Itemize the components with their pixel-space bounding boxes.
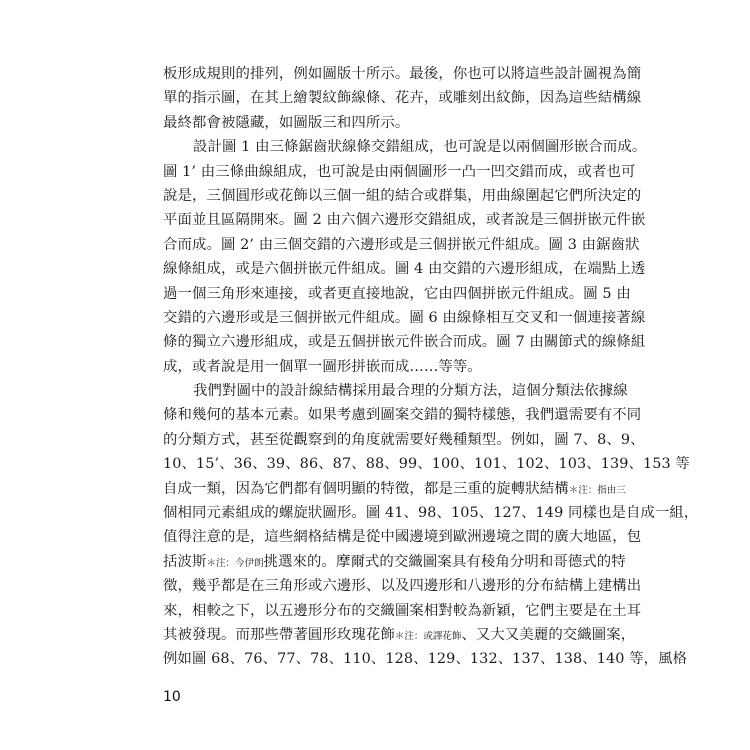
text-line: 成，或者說是用一個單一圖形拼嵌而成……等等。 [163, 358, 482, 375]
text-segment: 自成一類，因為它們都有個明顯的特徵，都是三重的旋轉狀結構 [163, 480, 569, 497]
text-line: 10、15’、36、39、86、87、88、99、100、101、102、103、139、153 等 [163, 456, 690, 473]
text-line [163, 477, 626, 501]
text-segment: 、又大又美麗的交織圖案， [461, 626, 636, 643]
text-line: 平面並且區隔開來。圖 2 由六個六邊形交錯組成，或者說是三個拼嵌元件嵌 [163, 212, 646, 229]
text-line: 條的獨立六邊形組成，或是五個拼嵌元件嵌合而成。圖 7 由關節式的線條組 [163, 334, 646, 351]
text-line: 來，相較之下，以五邊形分布的交織圖案相對較為新穎，它們主要是在土耳 [163, 602, 642, 619]
text-line: 的分類方式，甚至從觀察到的角度就需要好幾種類型。例如，圖 7、8、9、 [163, 431, 645, 448]
text-line: 圖 1’ 由三條曲線組成，也可說是由兩個圖形一凸一凹交錯而成，或者也可 [163, 163, 636, 180]
body-text [163, 62, 699, 672]
text-line: 值得注意的是，這些網格結構是從中國邊境到歐洲邊境之間的廣大地區，包 [163, 529, 642, 546]
text-line: 單的指示圖，在其上繪製紋飾線條、花卉，或雕刻出紋飾，因為這些結構線 [163, 90, 642, 107]
text-line: 線條組成，或是六個拼嵌元件組成。圖 4 由交錯的六邊形組成，在端點上透 [163, 261, 646, 278]
footnote-inline: ＊注：指由三 [568, 484, 626, 496]
text-segment: 挑選來的。摩爾式的交織圖案具有稜角分明和哥德式的特 [263, 553, 626, 570]
text-line [163, 623, 636, 647]
text-line: 個相同元素組成的螺旋狀圖形。圖 41、98、105、127、149 同樣也是自成一組， [163, 505, 699, 522]
text-line: 我們對圖中的設計線結構採用最合理的分類方法，這個分類法依據線 [193, 383, 628, 400]
text-line: 合而成。圖 2’ 由三個交錯的六邊形或是三個拼嵌元件組成。圖 3 由鋸齒狀 [163, 236, 640, 253]
text-line: 例如圖 68、76、77、78、110、128、129、132、137、138、140 等，風格 [163, 651, 688, 668]
text-line: 板形成規則的排列，例如圖版十所示。最後，你也可以將這些設計圖視為簡 [163, 66, 642, 82]
footnote-inline: ＊注：或譯花飾 [394, 630, 462, 642]
page-number: 10 [163, 689, 181, 705]
text-segment: 括波斯 [163, 553, 207, 570]
text-line: 徵，幾乎都是在三角形或六邊形、以及四邊形和八邊形的分布結構上建構出 [163, 578, 642, 595]
text-segment: 其被發現。而那些帶著圓形玫瑰花飾 [163, 626, 395, 643]
text-line: 過一個三角形來連接，或者更直接地說，它由四個拼嵌元件組成。圖 5 由 [163, 285, 631, 302]
text-line: 條和幾何的基本元素。如果考慮到圖案交錯的獨特樣態，我們還需要有不同 [163, 407, 642, 424]
text-line [163, 550, 626, 574]
text-line: 最終都會被隱藏，如圖版三和四所示。 [163, 114, 410, 131]
text-line: 設計圖 1 由三條鋸齒狀線條交錯組成，也可說是以兩個圖形嵌合而成。 [193, 139, 647, 156]
text-line: 交錯的六邊形或是三個拼嵌元件組成。圖 6 由線條相互交叉和一個連接著線 [163, 309, 646, 326]
footnote-inline: ＊注：今伊朗 [206, 557, 264, 569]
text-line: 說是，三個圓形或花飾以三個一組的結合或群集，用曲線圍起它們所決定的 [163, 187, 642, 204]
